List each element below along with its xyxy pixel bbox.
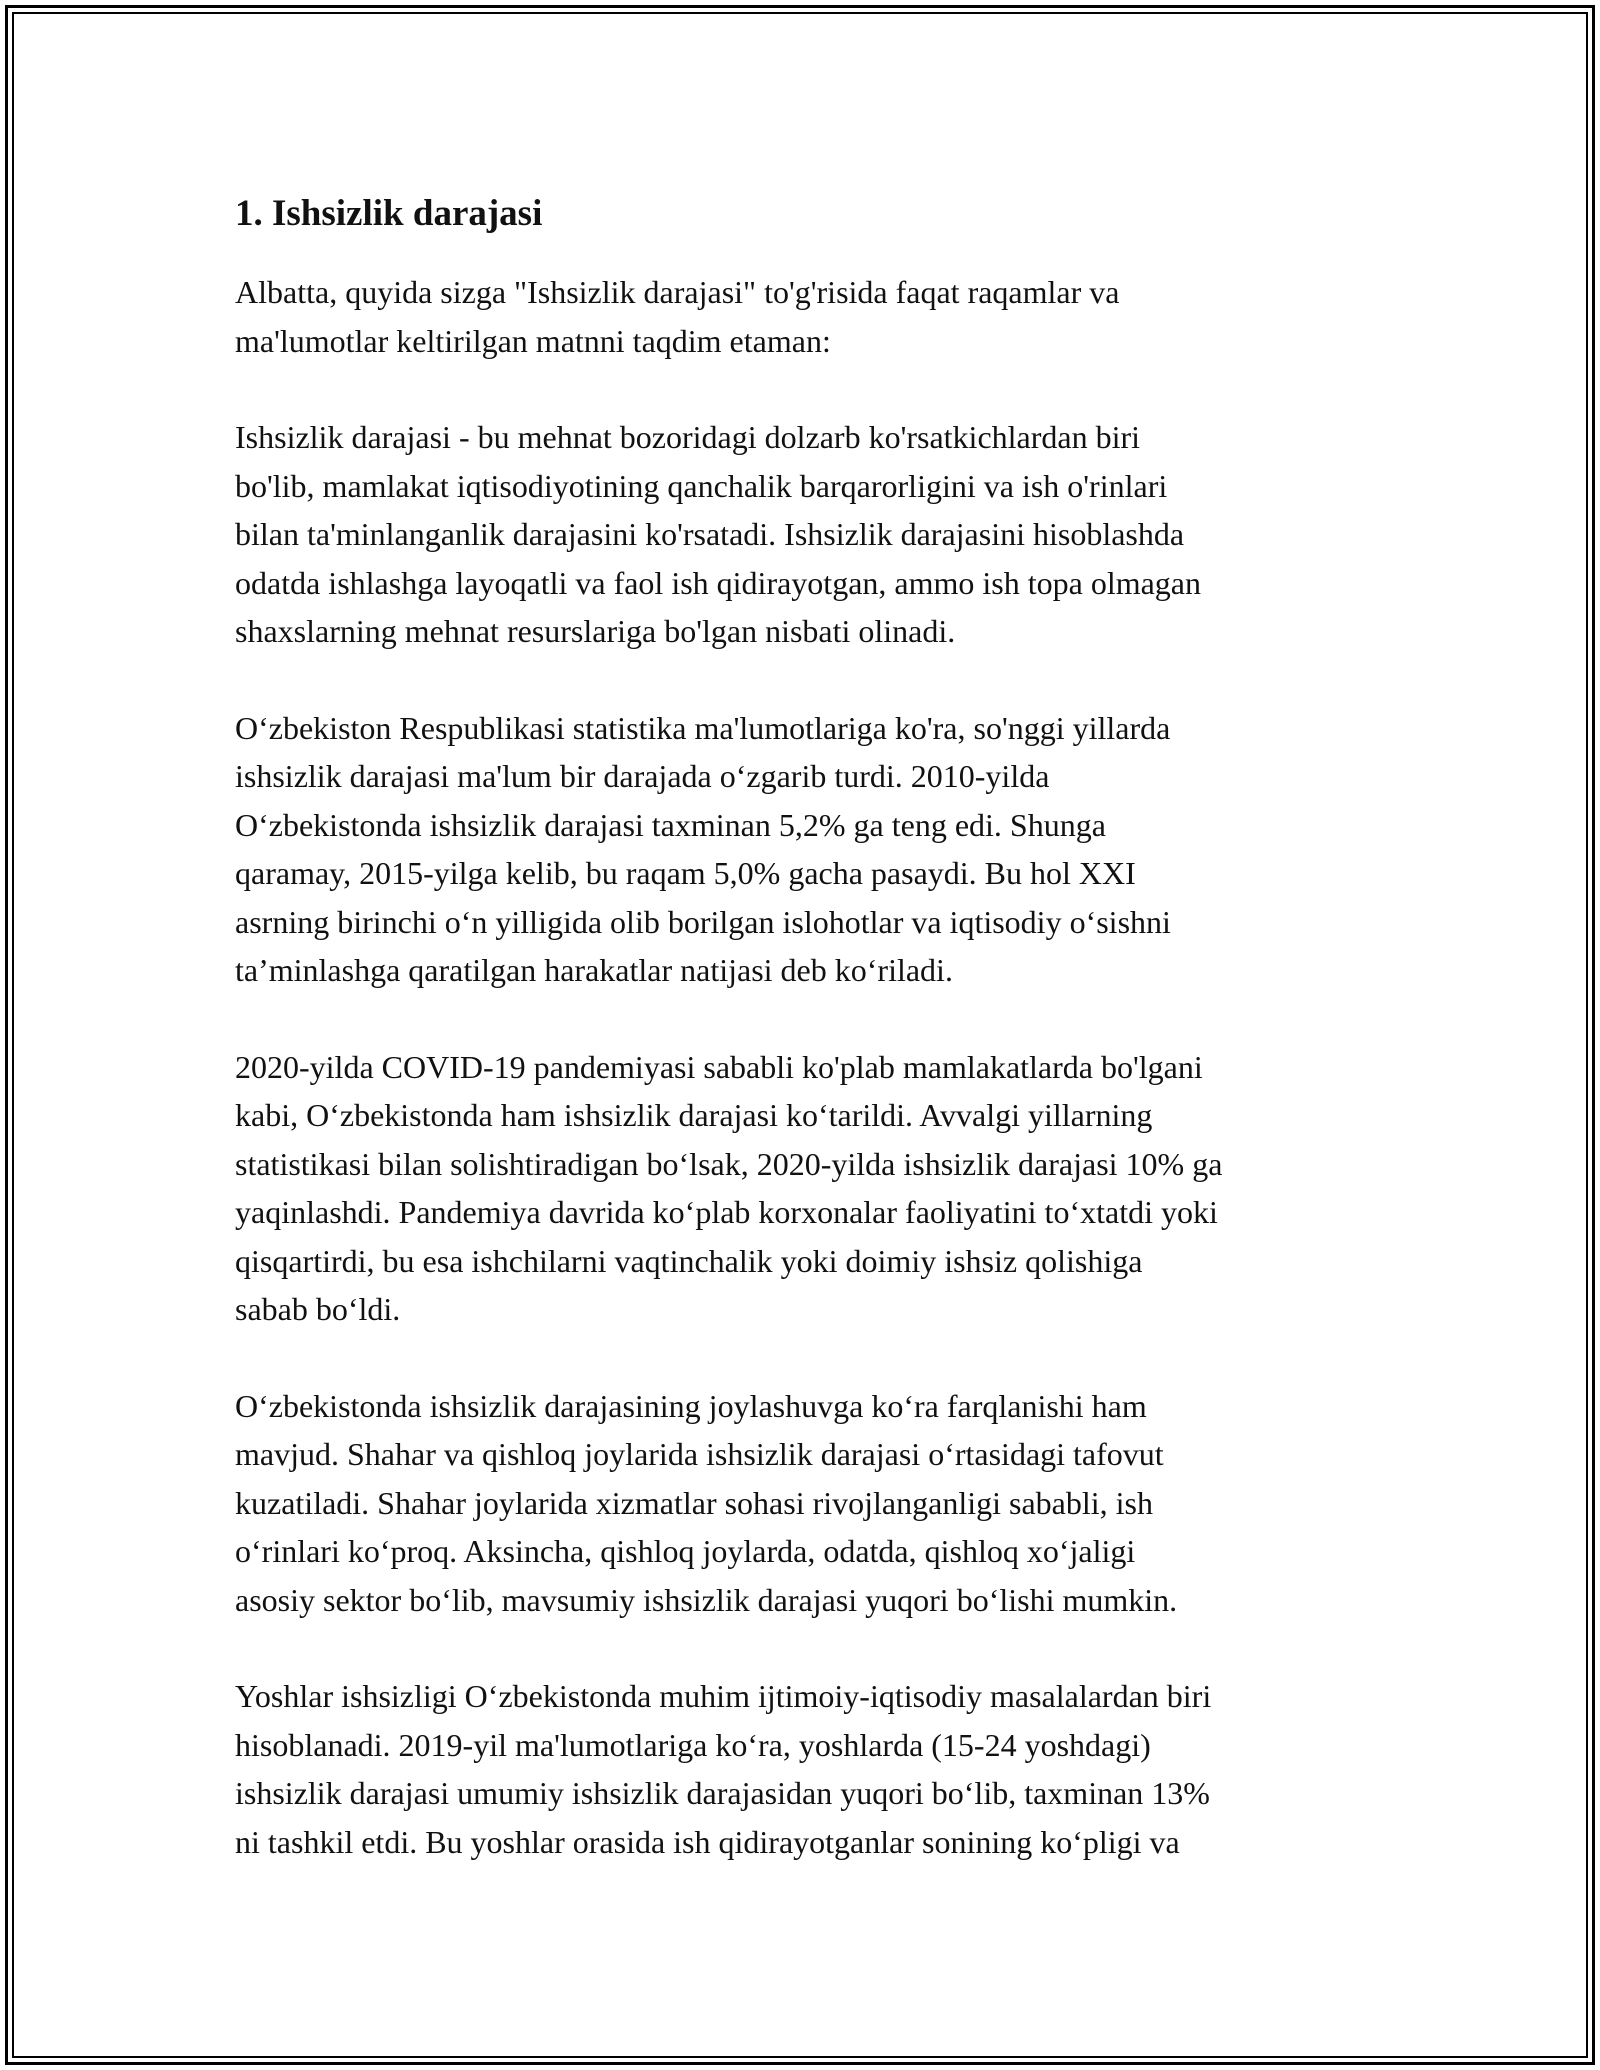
definition-paragraph: Ishsizlik darajasi - bu mehnat bozoridagi dolzarb ko'rsatkichlardan biri bo'lib, mamlakat iqtisodiyotining qanchalik barqarorligini va ish o'rinlari bilan ta'minlanganlik darajasini ko'rsatadi. Ishsizlik darajasini hisoblashda odatda ishlashga layoqatli va faol ish qidirayotgan, ammo ish topa olmagan shaxslarning mehnat resurslariga bo'lgan nisbati olinadi. [235,419,1201,649]
intro-paragraph: Albatta, quyida sizga "Ishsizlik darajasi" to'g'risida faqat raqamlar va ma'lumotlar keltirilgan matnni taqdim etaman: [235,274,1120,359]
youth-paragraph: Yoshlar ishsizligi O‘zbekistonda muhim ijtimoiy-iqtisodiy masalalardan biri hisoblanadi. 2019-yil ma'lumotlariga ko‘ra, yoshlarda (15-24 yoshdagi) ishsizlik darajasi umumiy ishsizlik darajasidan yuqori bo‘lib, taxminan 13% ni tashkil etdi. Bu yoshlar orasida ish qidirayotganlar sonining ko‘pligi va [235,1678,1212,1860]
section-title: 1. Ishsizlik darajasi [235,193,543,234]
location-paragraph: O‘zbekistonda ishsizlik darajasining joylashuvga ko‘ra farqlanishi ham mavjud. Shahar va qishloq joylarida ishsizlik darajasi o‘rtasidagi tafovut kuzatiladi. Shahar joylarida xizmatlar sohasi rivojlanganligi sababli, ish o‘rinlari ko‘proq. Aksincha, qishloq joylarda, odatda, qishloq xo‘jaligi asosiy sektor bo‘lib, mavsumiy ishsizlik darajasi yuqori bo‘lishi mumkin. [235,1387,1178,1618]
covid-paragraph: 2020-yilda COVID-19 pandemiyasi sababli ko'plab mamlakatlarda bo'lgani kabi, O‘zbekistonda ham ishsizlik darajasi ko‘tarildi. Avvalgi yillarning statistikasi bilan solishtiradigan bo‘lsak, 2020-yilda ishsizlik darajasi 10% ga yaqinlashdi. Pandemiya davrida ko‘plab korxonalar faoliyatini to‘xtatdi yoki qisqartirdi, bu esa ishchilarni vaqtinchalik yoki doimiy ishsiz qolishiga sabab bo‘ldi. [235,1048,1223,1327]
document-body [235,186,1365,1914]
statistics-paragraph: O‘zbekiston Respublikasi statistika ma'lumotlariga ko'ra, so'nggi yillarda ishsizlik darajasi ma'lum bir darajada o‘zgarib turdi. 2010-yilda O‘zbekistonda ishsizlik darajasi taxminan 5,2% ga teng edi. Shunga qaramay, 2015-yilga kelib, bu raqam 5,0% gacha pasaydi. Bu hol XXI asrning birinchi o‘n yilligida olib borilgan islohotlar va iqtisodiy o‘sishni ta’minlashga qaratilgan harakatlar natijasi deb ko‘riladi. [235,709,1171,988]
